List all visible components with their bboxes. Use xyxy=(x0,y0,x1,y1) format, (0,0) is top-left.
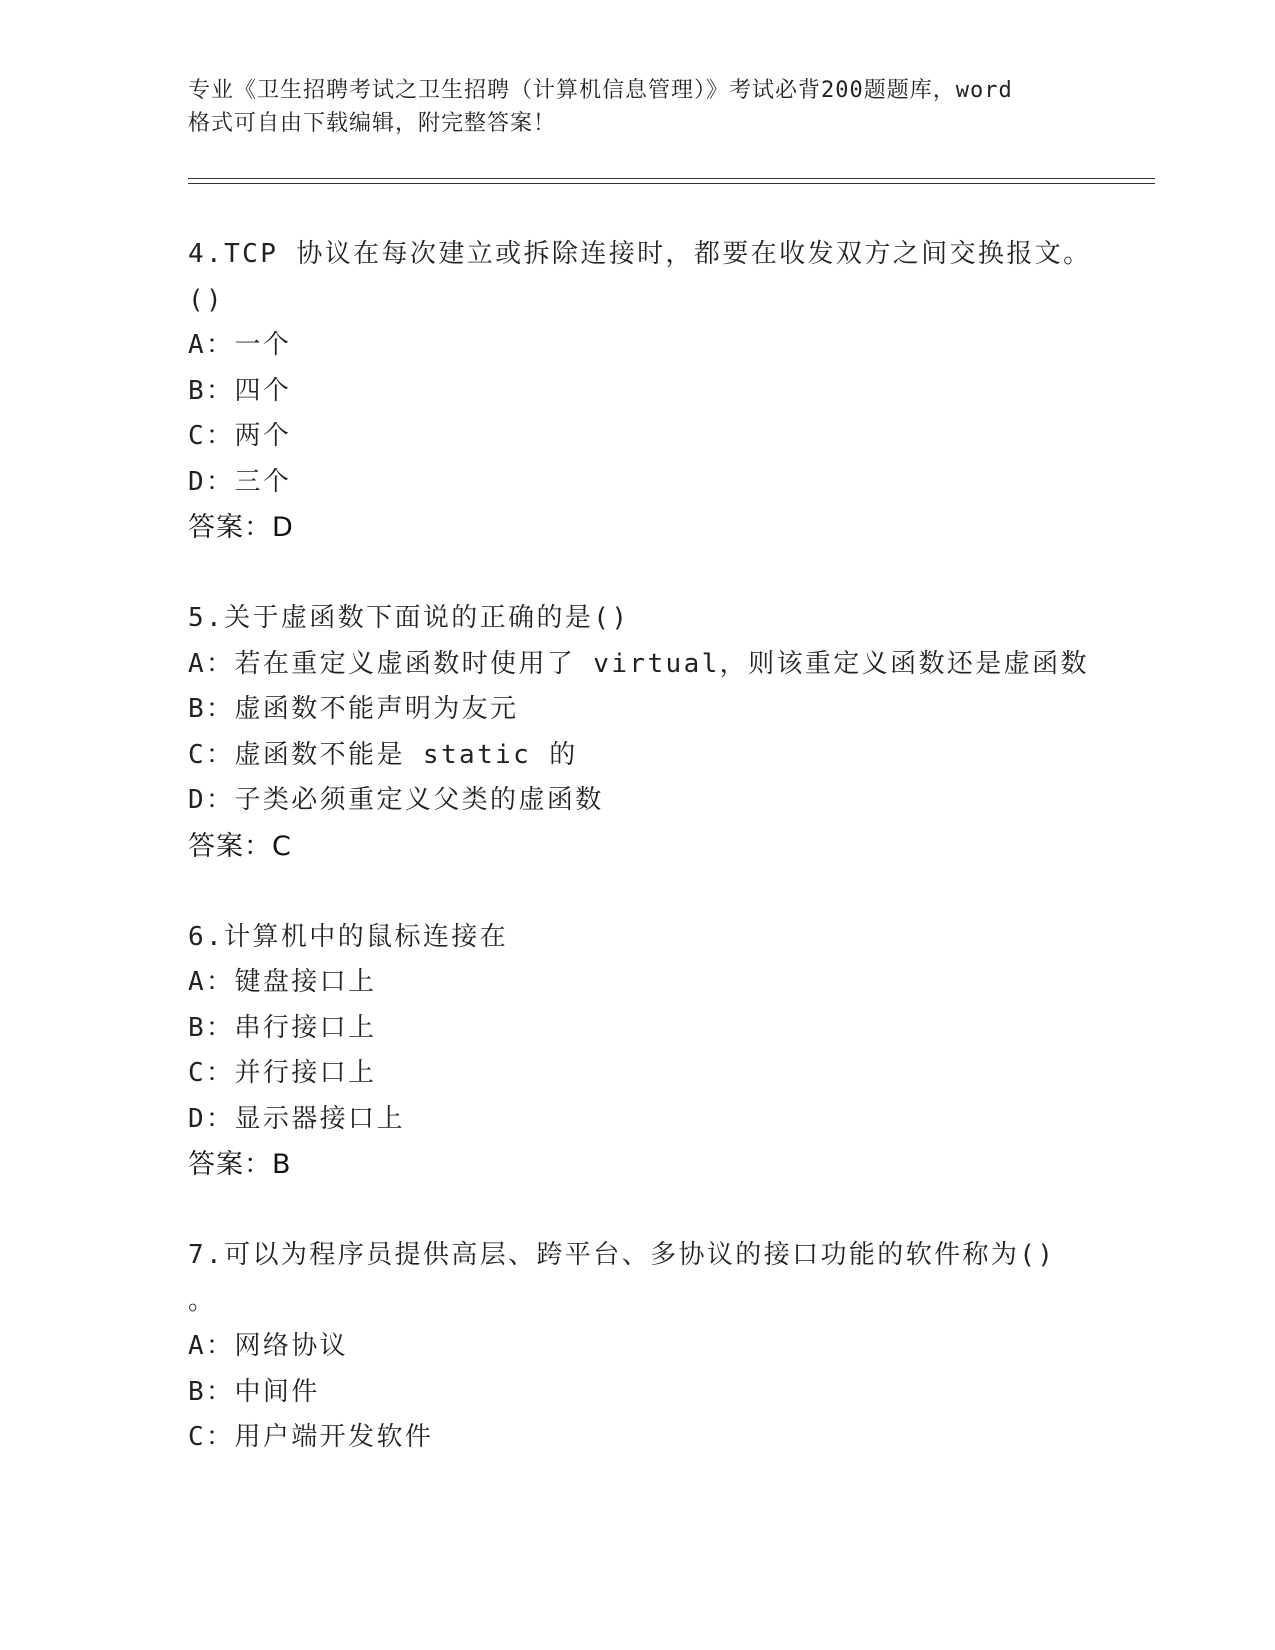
header-line-1: 专业《卫生招聘考试之卫生招聘（计算机信息管理）》考试必背200题题库，word xyxy=(188,78,1013,103)
question-stem-continued: () xyxy=(188,284,225,315)
option-c: C：并行接口上 xyxy=(188,1058,377,1088)
option-d: D：子类必须重定义父类的虚函数 xyxy=(188,785,604,815)
spacer xyxy=(188,551,1148,597)
question-list xyxy=(188,232,1148,1461)
question-stem: 4.TCP 协议在每次建立或拆除连接时，都要在收发双方之间交换报文。 xyxy=(188,239,1092,269)
answer-label: 答案：C xyxy=(188,830,292,862)
option-b: B：中间件 xyxy=(188,1376,320,1407)
question-6 xyxy=(188,915,1148,1188)
header-divider-bottom xyxy=(188,183,1155,184)
answer-label: 答案：B xyxy=(188,1149,292,1180)
option-c: C：两个 xyxy=(188,421,292,451)
answer-label: 答案：D xyxy=(188,512,294,543)
header-line-2: 格式可自由下载编辑，附完整答案！ xyxy=(188,111,557,136)
option-b: B：四个 xyxy=(188,375,292,406)
option-a: A：网络协议 xyxy=(188,1331,349,1361)
question-4 xyxy=(188,232,1148,551)
question-stem: 5.关于虚函数下面说的正确的是() xyxy=(188,603,630,633)
option-d: D：显示器接口上 xyxy=(188,1103,405,1134)
option-b: B：串行接口上 xyxy=(188,1012,377,1043)
question-stem: 7.可以为程序员提供高层、跨平台、多协议的接口功能的软件称为() xyxy=(188,1240,1056,1270)
question-5 xyxy=(188,596,1148,869)
option-c: C：用户端开发软件 xyxy=(188,1422,434,1452)
spacer xyxy=(188,1188,1148,1234)
option-a: A：若在重定义虚函数时使用了 virtual，则该重定义函数还是虚函数 xyxy=(188,648,1089,679)
option-c: C：虚函数不能是 static 的 xyxy=(188,739,578,770)
question-stem-continued: 。 xyxy=(188,1285,217,1316)
option-a: A：一个 xyxy=(188,330,292,360)
spacer xyxy=(188,869,1148,915)
question-7 xyxy=(188,1233,1148,1461)
option-d: D：三个 xyxy=(188,466,292,497)
option-b: B：虚函数不能声明为友元 xyxy=(188,694,519,724)
document-header xyxy=(188,74,1088,140)
question-stem: 6.计算机中的鼠标连接在 xyxy=(188,921,509,952)
header-divider-top xyxy=(188,178,1155,179)
option-a: A：键盘接口上 xyxy=(188,967,377,997)
